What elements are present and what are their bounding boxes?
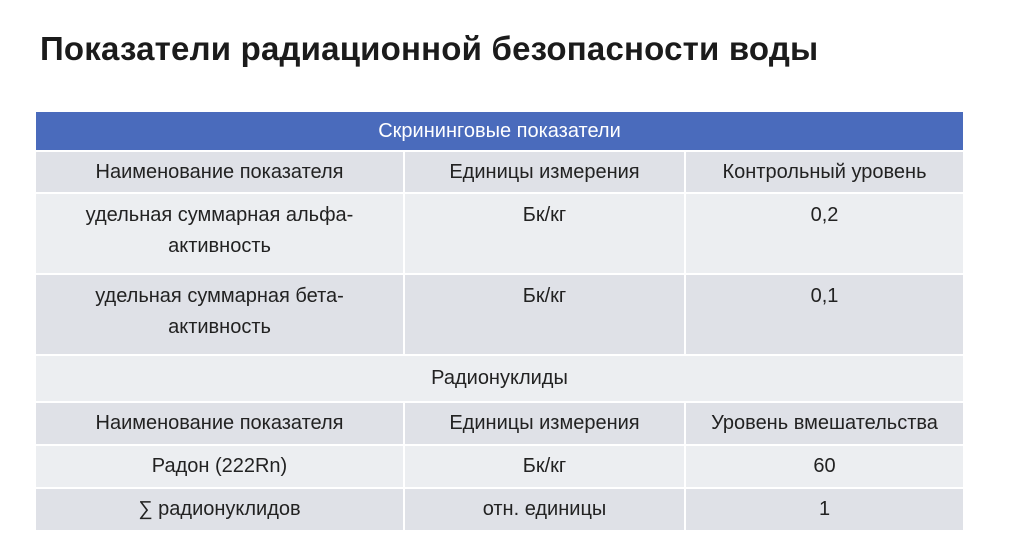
screening-section-header: Скрининговые показатели [36,112,963,151]
table-row [36,274,963,355]
screening-section-header-row [36,112,963,151]
indicator-unit: Бк/кг [404,193,685,274]
column-header-name: Наименование показателя [36,402,404,445]
indicator-name [36,274,404,355]
indicator-value: 0,1 [685,274,963,355]
table-row [36,193,963,274]
indicator-unit: Бк/кг [404,274,685,355]
indicator-unit: отн. единицы [404,488,685,531]
indicator-name [36,193,404,274]
table-row [36,445,963,488]
page-title: Показатели радиационной безопасности воды [40,30,819,67]
indicator-unit: Бк/кг [404,445,685,488]
indicator-name: Радон (222Rn) [36,445,404,488]
screening-column-header-row [36,151,963,193]
column-header-unit: Единицы измерения [404,402,685,445]
column-header-name: Наименование показателя [36,151,404,193]
indicator-name-line: удельная суммарная альфа- [85,204,354,226]
indicator-value: 60 [685,445,963,488]
indicator-name: ∑ радионуклидов [36,488,404,531]
indicator-value: 0,2 [685,193,963,274]
indicator-name-line: активность [168,316,271,338]
indicator-value: 1 [685,488,963,531]
radionuclides-column-header-row [36,402,963,445]
radiation-safety-table [36,112,963,532]
table-row [36,488,963,531]
radionuclides-section-header-row [36,355,963,402]
column-header-control-level: Контрольный уровень [685,151,963,193]
indicator-name-line: активность [168,235,271,257]
column-header-intervention-level: Уровень вмешательства [685,402,963,445]
indicator-name-line: удельная суммарная бета- [95,285,344,307]
radionuclides-section-header: Радионуклиды [36,355,963,402]
column-header-unit: Единицы измерения [404,151,685,193]
